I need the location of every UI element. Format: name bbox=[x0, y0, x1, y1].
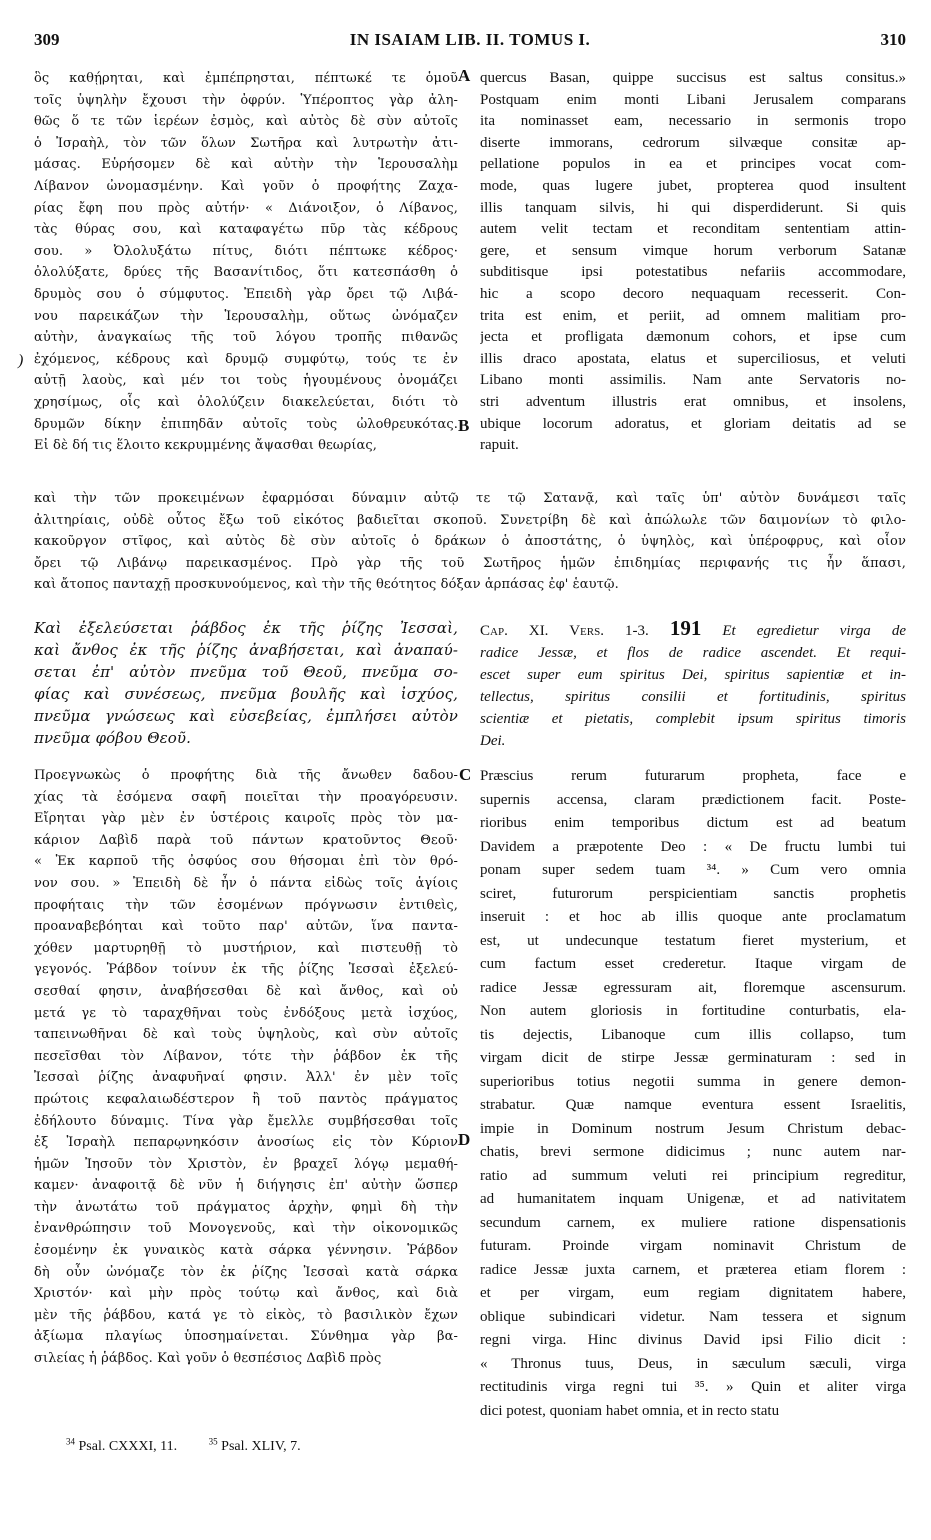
latin-verse-heading bbox=[480, 617, 906, 752]
text-line: πνεῦμα γνώσεως καὶ εὐσεβείας, ἐμπλήσει αὐτὸν bbox=[34, 707, 458, 725]
footnote-35: $^{35}$ Psal. XLIV, 7. bbox=[208, 1436, 301, 1454]
text-line: rapuit. bbox=[480, 437, 519, 454]
text-line: strabatur. Quæ namque eventura essent Israelitis, bbox=[480, 1097, 906, 1113]
text-line: dici potest, quoniam habet omnia, et in recto statu bbox=[480, 1402, 780, 1419]
text-line: μάσας. Εὑρήσομεν δὲ καὶ αὐτὴν τὴν Ἱερουσαλὴμ bbox=[34, 157, 458, 173]
text-line: σου. » Ὀλολυξάτω πίτυς, διότι πέπτωκε κέδρος· bbox=[34, 243, 458, 259]
text-line: τοῖς ὑψηλὴν ἔχουσι τὴν ὀφρύν. Ὑπέροπτος γὰρ ἀλη- bbox=[34, 92, 458, 108]
latin-column-bottom bbox=[480, 765, 906, 1423]
text-line: hic a scopo decoro nequaquam recesserit. Con- bbox=[480, 285, 906, 302]
greek-column-top bbox=[34, 68, 458, 457]
verse-first-line bbox=[480, 617, 906, 642]
text-line: pellatione populos in ea et principes vocat com- bbox=[480, 156, 906, 173]
text-line: oblique subindicari videtur. Nam tessera et signum bbox=[480, 1308, 906, 1325]
section-marker-b: B bbox=[458, 416, 470, 435]
text-line: illis tanquam silvis, hi qui disperdiderunt. Si quis bbox=[480, 199, 906, 216]
greek-full-width-paragraph bbox=[34, 488, 906, 596]
text-line: diserte immorans, cedrorum silvæque consitæ ap- bbox=[480, 134, 906, 151]
text-line: regni virga. Hinc divinus David ipsi Filio dicit : bbox=[480, 1332, 906, 1348]
text-line: Davidem a præpotente Deo : « De fructu lumbi tui bbox=[480, 838, 906, 855]
text-line: Non autem gloriosis in fortitudine conturbatis, ela- bbox=[480, 1003, 906, 1019]
text-line: θῶς ὅ τε τῶν ἱερέων ἐσμὸς, καὶ αὐτὸς δὲ σὺν αὐτοῖς bbox=[34, 114, 458, 130]
text-line: Εἰ δὲ δή τις ἕλοιτο κεκρυμμένης ἄψασθαι θεωρίας, bbox=[34, 438, 378, 454]
text-line: tis dejectis, Libanoque cum illis collapso, tum bbox=[480, 1026, 906, 1043]
text-line: ita nominasset eam, necessario in sermonis tropo bbox=[480, 113, 906, 130]
text-line: rioribus enim temporibus dictum est ad beatum bbox=[480, 815, 906, 831]
text-line: cum factum esset crederetur. Itaque virgam de bbox=[480, 956, 906, 972]
text-line: μὲν τῆς ῥάβδου, κατά γε τὸ εἰκὸς, τὸ βασιλικὸν ἔχων bbox=[34, 1307, 458, 1323]
text-line: ἀλιτηρίαις, οὐδὲ οὗτος ἔξω τοῦ εἰκότος βαδιεῖται σκοποῦ. Συνετρίβη δὲ καὶ ἀπώλωλε τῶν δαιμονίων τὸ φιλο- bbox=[34, 512, 906, 528]
text-line: tellectus, spiritus consilii et fortitudinis, spiritus bbox=[480, 689, 906, 705]
text-line: μετά γε τὸ ταραχθῆναι τοὺς ἐνδόξους μετὰ ἰσχύος, bbox=[34, 1005, 458, 1021]
latin-column-top bbox=[480, 68, 906, 457]
text-line: secundum carnem, ex muliere ratione dispensationis bbox=[480, 1214, 906, 1231]
text-line: ὄρει τῷ Λιβάνῳ παρεικασμένος. Πρὸ γὰρ τῆς τοῦ Σωτῆρος ἡμῶν ἐπιδημίας περιφανής τις ἦν ἅπασι, bbox=[34, 555, 906, 571]
page-number-right: 310 bbox=[880, 30, 906, 49]
text-line: inseruit : et hoc ab illis quoque ante proclamatum bbox=[480, 909, 906, 925]
text-line: radice Jessæ, et flos de radice ascendet. Et requi- bbox=[480, 645, 906, 661]
text-line: escet super eum spiritus Dei, spiritus sapientiæ et in- bbox=[480, 667, 906, 683]
text-line: sciret, futurorum perspicientiam sanctis prophetis bbox=[480, 885, 906, 902]
text-line: δὴ οὖν ὠνόμαζε τὸν ἐκ ῥίζης Ἰεσσαὶ κατὰ σάρκα bbox=[34, 1264, 458, 1280]
text-line: Dei. bbox=[480, 733, 506, 749]
text-line: Προεγνωκὼς ὁ προφήτης διὰ τῆς ἄνωθεν δαδου- bbox=[34, 768, 458, 783]
section-marker-c: C bbox=[459, 765, 472, 784]
section-marker-a: A bbox=[458, 66, 471, 85]
text-line: « Ἐκ καρποῦ τῆς ὀσφύος σου θήσομαι ἐπὶ τὸν θρό- bbox=[34, 854, 458, 870]
text-line: προφήταις τὴν τῶν ἐσομένων πρόγνωσιν ἐντιθεὶς, bbox=[34, 897, 458, 913]
text-line: Postquam enim monti Libani Jerusalem comparans bbox=[480, 91, 906, 108]
text-line: σιλείας ἡ ῥάβδος. Καὶ γοῦν ὁ θεσπέσιος Δαβὶδ πρὸς bbox=[34, 1351, 382, 1367]
footnotes bbox=[66, 1436, 329, 1455]
text-line: πνεῦμα φόβου Θεοῦ. bbox=[34, 729, 191, 747]
text-line: ὁ Ἰσραὴλ, τὸν τῶν ὅλων Σωτῆρα καὶ λυτρωτὴν ἀτι- bbox=[34, 135, 458, 151]
text-line: καὶ ἄτοπος πανταχῇ προσκυνούμενος, καὶ τὴν τῆς θεότητος δόξαν ἁρπάσας ἐφ' ἑαυτῷ. bbox=[34, 577, 619, 593]
page-number-left: 309 bbox=[34, 30, 60, 49]
text-line: κάριον Δαβὶδ παρὰ τοῦ πάντων κρατοῦντος Θεοῦ· bbox=[34, 832, 458, 848]
text-line: ἐχόμενος, κέδρους καὶ δρυμῷ συμφύτῳ, τούς τε ἐν bbox=[34, 351, 458, 367]
text-line: καμεν· ἀναφοιτᾷ δὲ νῦν ἡ διήγησις ἐπ' αὐτὴν ὥσπερ bbox=[34, 1178, 458, 1194]
text-line: προαναβεβόηται καὶ τοῦτο παρ' αὐτῶν, ἵνα παντα- bbox=[34, 919, 458, 935]
text-line: et per virgam, eum regiam dignitatem habere, bbox=[480, 1285, 906, 1301]
text-line: Ἰεσσαὶ ῥίζης ἀναφυῆναί φησιν. Ἀλλ' ἐν μὲν τοῖς bbox=[34, 1070, 458, 1086]
text-line: futuram. Proinde virgam nominavit Christum de bbox=[480, 1238, 906, 1254]
text-line: ὀλολύξατε, δρύες τῆς Βασανίτιδος, ὅτι κατεσπάσθη ὁ bbox=[34, 265, 458, 281]
text-line: πρώτοις κεφαλαιωδέστερον ἢ τοῦ παντὸς πράγματος bbox=[34, 1091, 458, 1107]
text-line: ἐξ Ἰσραὴλ πεπαρῳνηκόσιν ἀνοσίως εἰς τὸν Κύριον bbox=[34, 1135, 458, 1151]
footnote-34: $^{34}$ Psal. CXXXI, 11. bbox=[66, 1436, 178, 1454]
text-line: ἀξίωμα πλαγίως ὑποσημαίνεται. Σύνθημα γὰρ βα- bbox=[34, 1329, 458, 1345]
text-line: Λίβανον ὠνομασμένην. Καὶ γοῦν ὁ προφήτης Ζαχα- bbox=[34, 178, 458, 194]
text-line: Præscius rerum futurarum propheta, face e bbox=[480, 768, 906, 784]
text-line: νον σου. » Ἐπειδὴ δὲ ἦν ὁ πάντα εἰδὼς τοῖς ἁγίοις bbox=[34, 875, 458, 891]
text-line: ἡμῶν Ἰησοῦν τὸν Χριστὸν, ἐν βραχεῖ λόγῳ μεμαθή- bbox=[34, 1156, 458, 1172]
text-line: γεγονός. Ῥάβδον τοίνυν ἐκ τῆς ῥίζης Ἰεσσαὶ ἐξελεύ- bbox=[34, 962, 458, 978]
section-marker-d: D bbox=[458, 1130, 471, 1149]
text-line: rectitudinis virga regni tui ³⁵. » Quin et aliter virga bbox=[480, 1379, 906, 1395]
chapter-verse-label: Cap. XI. Vers. 1-3. bbox=[480, 623, 649, 639]
text-line: τὴν ἀνωτάτω τοῦ πράγματος ἀρχὴν, φημὶ δὴ τὴν bbox=[34, 1199, 458, 1215]
text-line: σεσθαί φησιν, ἀναβήσεσθαι δὲ καὶ ἄνθος, καὶ οὐ bbox=[34, 983, 458, 999]
text-line: Εἴρηται γὰρ μὲν ἐν ὑστέροις καιροῖς πρὸς τὸν μα- bbox=[34, 811, 458, 827]
text-line: Libano monti assimilis. Nam ante Servatoris no- bbox=[480, 372, 906, 389]
text-line: χρησίμως, οἷς καὶ ὀλολύζειν διακελεύεται, διότι τὸ bbox=[34, 394, 458, 410]
text-line: est, ut undecunque testatum fieret mysterium, et bbox=[480, 932, 906, 949]
greek-column-bottom bbox=[34, 765, 458, 1370]
text-line: stri adventum illustris erat omnibus, et insolens, bbox=[480, 393, 906, 410]
text-line: ponam super sedem tuam ³⁴. » Cum vero omnia bbox=[480, 862, 906, 878]
text-line: quercus Basan, quippe succisus est saltus consitus.» bbox=[480, 70, 906, 86]
text-line: φίας καὶ συνέσεως, πνεῦμα βουλῆς καὶ ἰσχύος, bbox=[34, 685, 458, 703]
text-line: χίας τὰ ἐσόμενα σαφῆ ποιεῖται τὴν προαγόρευσιν. bbox=[34, 789, 458, 805]
text-line: κακοῦργον στῖφος, καὶ αὐτὸς δὲ σὺν αὐτοῖς ὁ δράκων ὁ ἀποστάτης, ὁ ὑψηλὸς, καὶ ὑπέροφρυς, καὶ οἷον bbox=[34, 534, 906, 550]
text-line: ad humanitatem inquam Unigenæ, et ad nativitatem bbox=[480, 1191, 906, 1207]
text-line: πεσεῖσθαι τὸν Λίβανον, τότε τὴν ῥάβδον ἐκ τῆς bbox=[34, 1048, 458, 1064]
running-header bbox=[34, 30, 906, 52]
text-line: ἐσομένην ἐκ γυναικὸς κατὰ σάρκα γέννησιν. Ῥάβδον bbox=[34, 1243, 458, 1259]
text-line: jecta et profligata dæmonum cohors, et ipse cum bbox=[480, 329, 906, 346]
text-line: Καὶ ἐξελεύσεται ῥάβδος ἐκ τῆς ῥίζης Ἰεσσαὶ, bbox=[34, 619, 458, 637]
text-line: ratio ad summum veluti rei principium regreditur, bbox=[480, 1167, 906, 1184]
text-line: νου παρεικάζων τὴν Ἱερουσαλὴμ, οὕτως ὠνόμαζεν bbox=[34, 308, 458, 324]
text-line: δρυμῶν δίκην ἐπιπηδᾶν αὐτοῖς τοὺς ὠλοθρευκότας. bbox=[34, 416, 458, 432]
text-line: radice Jessæ juxta carnem, et præterea etiam florem : bbox=[480, 1261, 906, 1278]
text-line: αὐτὴν, ἀναγκαίως τῆς τοῦ λόγου τροπῆς πιθανῶς bbox=[34, 330, 458, 346]
text-line: ὃς καθῄρηται, καὶ ἐμπέπρησται, πέπτωκέ τε ὁμοῦ bbox=[34, 71, 458, 86]
text-line: autem velit tectam et reconditam sententiam attin- bbox=[480, 221, 906, 238]
greek-verse-heading bbox=[34, 617, 458, 749]
section-number: 191 bbox=[669, 617, 702, 640]
text-line: subditisque ipsi potestatibus nefariis accommodare, bbox=[480, 264, 906, 281]
text-line: καὶ τὴν τῶν προκειμένων ἐφαρμόσαι δύναμιν αὐτῷ τε τῷ Σατανᾷ, καὶ ταῖς ὑπ' αὐτὸν δυνάμεσι ταῖς bbox=[34, 491, 906, 506]
text-line: σεται ἐπ' αὐτὸν πνεῦμα τοῦ Θεοῦ, πνεῦμα σο- bbox=[34, 663, 458, 681]
text-line: virgam dicit de stirpe Jessæ germinaturam : sed in bbox=[480, 1050, 906, 1066]
text-line: Χριστόν· καὶ μὴν πρὸς τούτῳ καὶ ἄνθος, καὶ διὰ bbox=[34, 1286, 458, 1302]
text-line: ubique locorum adoratus, et gloriam deitatis ad se bbox=[480, 415, 906, 432]
text-line: « Thronus tuus, Deus, in sæculum sæculi, virga bbox=[480, 1355, 906, 1372]
text-line: supernis accensa, claram prædictionem facit. Poste- bbox=[480, 791, 906, 808]
text-line: scientiæ et pietatis, complebit ipsum spiritus timoris bbox=[480, 711, 906, 727]
text-line: ρίας ἔφη που πρὸς αὐτήν· « Διάνοιξον, ὁ Λίβανος, bbox=[34, 200, 458, 216]
text-line: τὰς θύρας σου, καὶ καταφαγέτω πῦρ τὰς κέδρους bbox=[34, 222, 458, 238]
text-line: chatis, brevi sermone didicimus ; nunc autem nar- bbox=[480, 1144, 906, 1160]
text-line: ἐνανθρώπησιν τοῦ Μονογενοῦς, καὶ τὴν οἰκονομικῶς bbox=[34, 1221, 458, 1237]
text-line: δρυμὸς σου ὁ σύμφυτος. Ἐπειδὴ γὰρ ὄρει τῷ Λιβά- bbox=[34, 286, 458, 302]
text-line: ταπεινωθῆναι δὲ καὶ τοὺς ὑψηλοὺς, καὶ σὺν αὐτοῖς bbox=[34, 1027, 458, 1043]
text-line: ἐδήλουτο δύναμις. Τίνα γὰρ ἔμελλε συμβήσεσθαι τοῖς bbox=[34, 1113, 458, 1129]
text-line: mode, quas lugere jubet, propterea quod insultent bbox=[480, 177, 906, 194]
text-line: impie in Dominum nostrum Jesum Christum debac- bbox=[480, 1120, 906, 1137]
text-line: superioribus totius negotii summa in genere demon- bbox=[480, 1073, 906, 1090]
text-line: trita est enim, et periit, ad omnem malitiam pro- bbox=[480, 307, 906, 324]
text-line: χόθεν μαρτυρηθῇ τὸ μυστήριον, καὶ πιστευθῇ τὸ bbox=[34, 940, 458, 956]
verse-text-start: Et egredietur virga de bbox=[722, 623, 906, 639]
text-line: καὶ ἄνθος ἐκ τῆς ῥίζης ἀναβήσεται, καὶ ἀναπαύ- bbox=[34, 641, 458, 659]
text-line: radice Jessæ egressuram ait, floremque ascensurum. bbox=[480, 979, 906, 996]
margin-bracket-mark: ) bbox=[18, 352, 24, 369]
running-title: IN ISAIAM LIB. II. TOMUS I. bbox=[349, 30, 591, 49]
text-line: illis draco apostata, elatus et superciliosus, et veluti bbox=[480, 350, 906, 367]
text-line: αὐτῇ λαοὺς, καὶ μέν τοι τοὺς ἡγουμένους ὀνομάζει bbox=[34, 373, 458, 389]
text-line: gere, et sensum vimque horum verborum Satanæ bbox=[480, 242, 906, 259]
